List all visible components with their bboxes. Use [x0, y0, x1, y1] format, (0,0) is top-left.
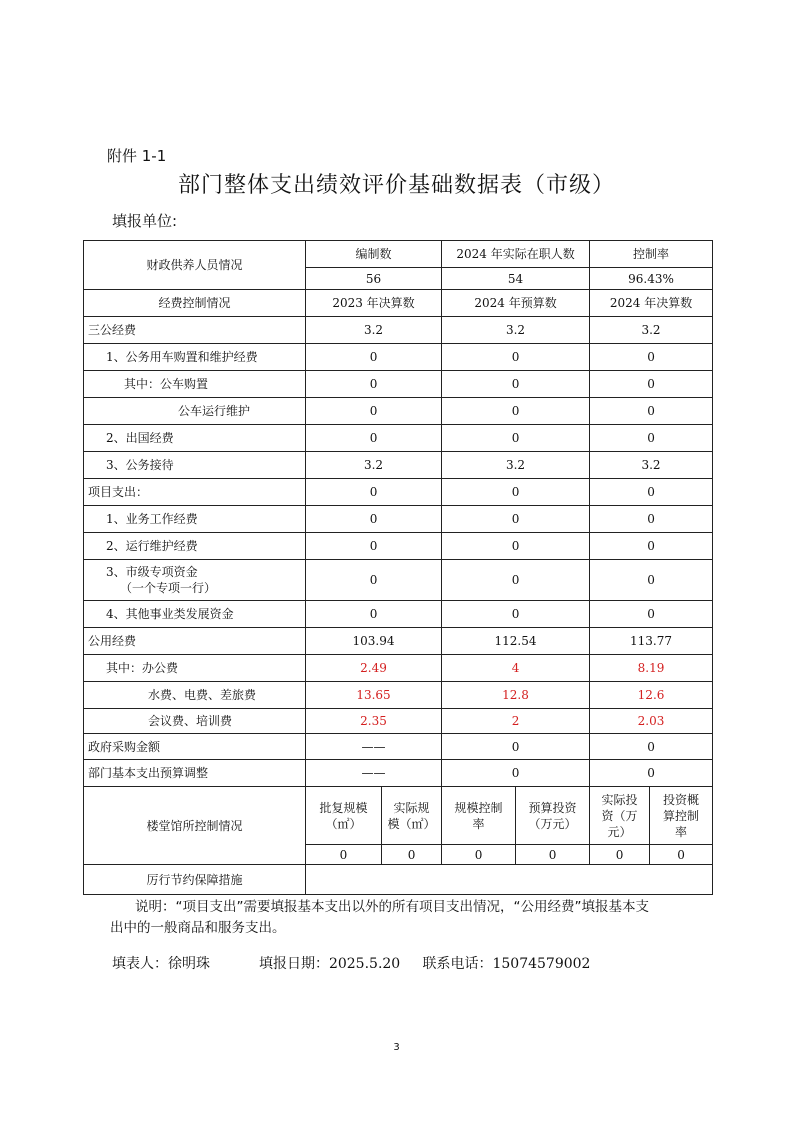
row-value: 4	[442, 655, 590, 682]
row-value: ——	[306, 734, 442, 760]
building-header-line: （万元）	[528, 816, 577, 831]
building-header-line: 率	[472, 816, 485, 831]
row-label: 公车运行维护	[84, 398, 306, 425]
budget-column-header: 2024 年预算数	[442, 290, 590, 317]
staff-label: 财政供养人员情况	[84, 241, 306, 290]
table-row	[84, 709, 713, 734]
filler-label: 填表人：	[112, 956, 168, 972]
row-label: 其中：办公费	[84, 655, 306, 682]
row-value: 3.2	[442, 452, 590, 479]
staff-header-cell: 编制数	[306, 241, 442, 268]
row-value: 0	[590, 371, 713, 398]
row-value: 0	[590, 734, 713, 760]
table-row	[84, 734, 713, 760]
report-date: 2025.5.20	[328, 956, 401, 972]
row-label: 项目支出：	[84, 479, 306, 506]
row-value: 12.6	[590, 682, 713, 709]
date-label: 填报日期：	[258, 956, 329, 972]
filler-name: 徐明珠	[168, 956, 210, 972]
building-header-cell	[650, 787, 713, 845]
building-header-line: 实际投	[601, 792, 638, 807]
row-label: 1、公务用车购置和维护经费	[84, 344, 306, 371]
note-line: 说明：“项目支出”需要填报基本支出以外的所有项目支出情况，“公用经费”填报基本支	[135, 899, 649, 915]
staff-header-cell: 2024 年实际在职人数	[442, 241, 590, 268]
building-header-cell	[516, 787, 590, 845]
row-value: 3.2	[306, 452, 442, 479]
phone-number: 15074579002	[492, 956, 591, 972]
row-label: 1、业务工作经费	[84, 506, 306, 533]
table-row	[84, 760, 713, 787]
saving-measures-value	[306, 865, 713, 895]
table-row	[84, 479, 713, 506]
row-label: 会议费、培训费	[84, 709, 306, 734]
row-value: 0	[306, 425, 442, 452]
row-value: 12.8	[442, 682, 590, 709]
building-value-cell: 0	[650, 845, 713, 865]
staff-header-row	[84, 241, 713, 268]
row-value: 0	[442, 533, 590, 560]
row-value: 0	[442, 760, 590, 787]
row-value: 0	[442, 479, 590, 506]
building-value-cell: 0	[516, 845, 590, 865]
table-row	[84, 628, 713, 655]
row-value: 0	[590, 560, 713, 601]
row-value: 0	[306, 479, 442, 506]
table-row	[84, 398, 713, 425]
table-row	[84, 655, 713, 682]
saving-measures-row	[84, 865, 713, 895]
table-row	[84, 371, 713, 398]
row-value: 0	[306, 371, 442, 398]
budget-column-header: 2023 年决算数	[306, 290, 442, 317]
row-value: 0	[306, 344, 442, 371]
building-header-line: 投资概	[663, 792, 700, 807]
row-value: 2.35	[306, 709, 442, 734]
row-label	[84, 560, 306, 601]
row-value: 0	[590, 398, 713, 425]
row-label: 水费、电费、差旅费	[84, 682, 306, 709]
form-footer	[112, 953, 590, 973]
row-value: 2.49	[306, 655, 442, 682]
row-label-line: （一个专项一行）	[120, 581, 217, 595]
building-header-line: 资（万	[601, 808, 638, 823]
table-row	[84, 317, 713, 344]
row-label: 2、运行维护经费	[84, 533, 306, 560]
building-header-row	[84, 787, 713, 845]
table-row	[84, 601, 713, 628]
row-value: 112.54	[442, 628, 590, 655]
building-value-cell: 0	[590, 845, 650, 865]
row-value: 0	[442, 601, 590, 628]
row-value: 3.2	[590, 452, 713, 479]
staff-value-cell: 54	[442, 268, 590, 290]
table-row	[84, 533, 713, 560]
row-value: ——	[306, 760, 442, 787]
note-line: 出中的一般商品和服务支出。	[110, 920, 286, 936]
row-label: 3、公务接待	[84, 452, 306, 479]
building-header-line: 率	[675, 824, 688, 839]
staff-header-cell: 控制率	[590, 241, 713, 268]
building-label: 楼堂馆所控制情况	[84, 787, 306, 865]
row-value: 3.2	[442, 317, 590, 344]
budget-column-header: 2024 年决算数	[590, 290, 713, 317]
row-label: 三公经费	[84, 317, 306, 344]
reporting-unit-label: 填报单位:	[112, 212, 178, 230]
row-value: 0	[590, 601, 713, 628]
building-header-line: 算控制	[663, 808, 700, 823]
row-value: 0	[306, 398, 442, 425]
building-header-line: 批复规模	[319, 800, 368, 815]
row-label: 其中：公车购置	[84, 371, 306, 398]
row-value: 0	[306, 601, 442, 628]
budget-label: 经费控制情况	[84, 290, 306, 317]
row-value: 0	[306, 506, 442, 533]
row-value: 0	[442, 344, 590, 371]
building-header-line: 规模控制	[454, 800, 503, 815]
row-label: 部门基本支出预算调整	[84, 760, 306, 787]
saving-measures-label: 厉行节约保障措施	[84, 865, 306, 895]
row-value: 0	[590, 533, 713, 560]
building-header-cell	[442, 787, 516, 845]
building-header-cell	[306, 787, 382, 845]
table-row	[84, 560, 713, 601]
row-label-line: 3、市级专项资金	[106, 565, 198, 579]
building-header-cell	[590, 787, 650, 845]
table-row	[84, 344, 713, 371]
building-value-cell: 0	[306, 845, 382, 865]
building-header-line: 预算投资	[528, 800, 577, 815]
row-value: 0	[442, 425, 590, 452]
row-label: 公用经费	[84, 628, 306, 655]
row-value: 0	[590, 425, 713, 452]
building-header-line: 模（㎡）	[387, 816, 436, 831]
row-value: 103.94	[306, 628, 442, 655]
table-row	[84, 506, 713, 533]
building-value-cell: 0	[442, 845, 516, 865]
building-header-line: 元）	[607, 824, 632, 839]
building-value-cell: 0	[382, 845, 442, 865]
row-value: 0	[306, 560, 442, 601]
row-value: 3.2	[590, 317, 713, 344]
row-value: 2	[442, 709, 590, 734]
row-value: 0	[442, 506, 590, 533]
table-row	[84, 682, 713, 709]
table-row	[84, 425, 713, 452]
row-value: 0	[442, 398, 590, 425]
table-row	[84, 452, 713, 479]
staff-value-cell: 56	[306, 268, 442, 290]
row-value: 113.77	[590, 628, 713, 655]
row-value: 0	[590, 344, 713, 371]
performance-data-table	[83, 240, 713, 895]
phone-label: 联系电话：	[422, 956, 493, 972]
row-value: 2.03	[590, 709, 713, 734]
row-value: 0	[442, 371, 590, 398]
page-title: 部门整体支出绩效评价基础数据表（市级）	[177, 173, 615, 198]
row-label: 4、其他事业类发展资金	[84, 601, 306, 628]
row-value: 13.65	[306, 682, 442, 709]
row-value: 0	[590, 479, 713, 506]
row-value: 0	[590, 506, 713, 533]
row-value: 3.2	[306, 317, 442, 344]
building-header-line: 实际规	[393, 800, 430, 815]
row-value: 0	[590, 760, 713, 787]
explanation-note	[110, 897, 710, 939]
row-label: 政府采购金额	[84, 734, 306, 760]
building-header-line: （㎡）	[325, 816, 362, 831]
budget-header-row	[84, 290, 713, 317]
row-value: 0	[306, 533, 442, 560]
attachment-label: 附件 1-1	[107, 147, 167, 165]
row-label: 2、出国经费	[84, 425, 306, 452]
row-value: 0	[442, 734, 590, 760]
page-number: 3	[393, 1042, 400, 1053]
building-header-cell	[382, 787, 442, 845]
row-value: 8.19	[590, 655, 713, 682]
staff-value-cell: 96.43%	[590, 268, 713, 290]
row-value: 0	[442, 560, 590, 601]
